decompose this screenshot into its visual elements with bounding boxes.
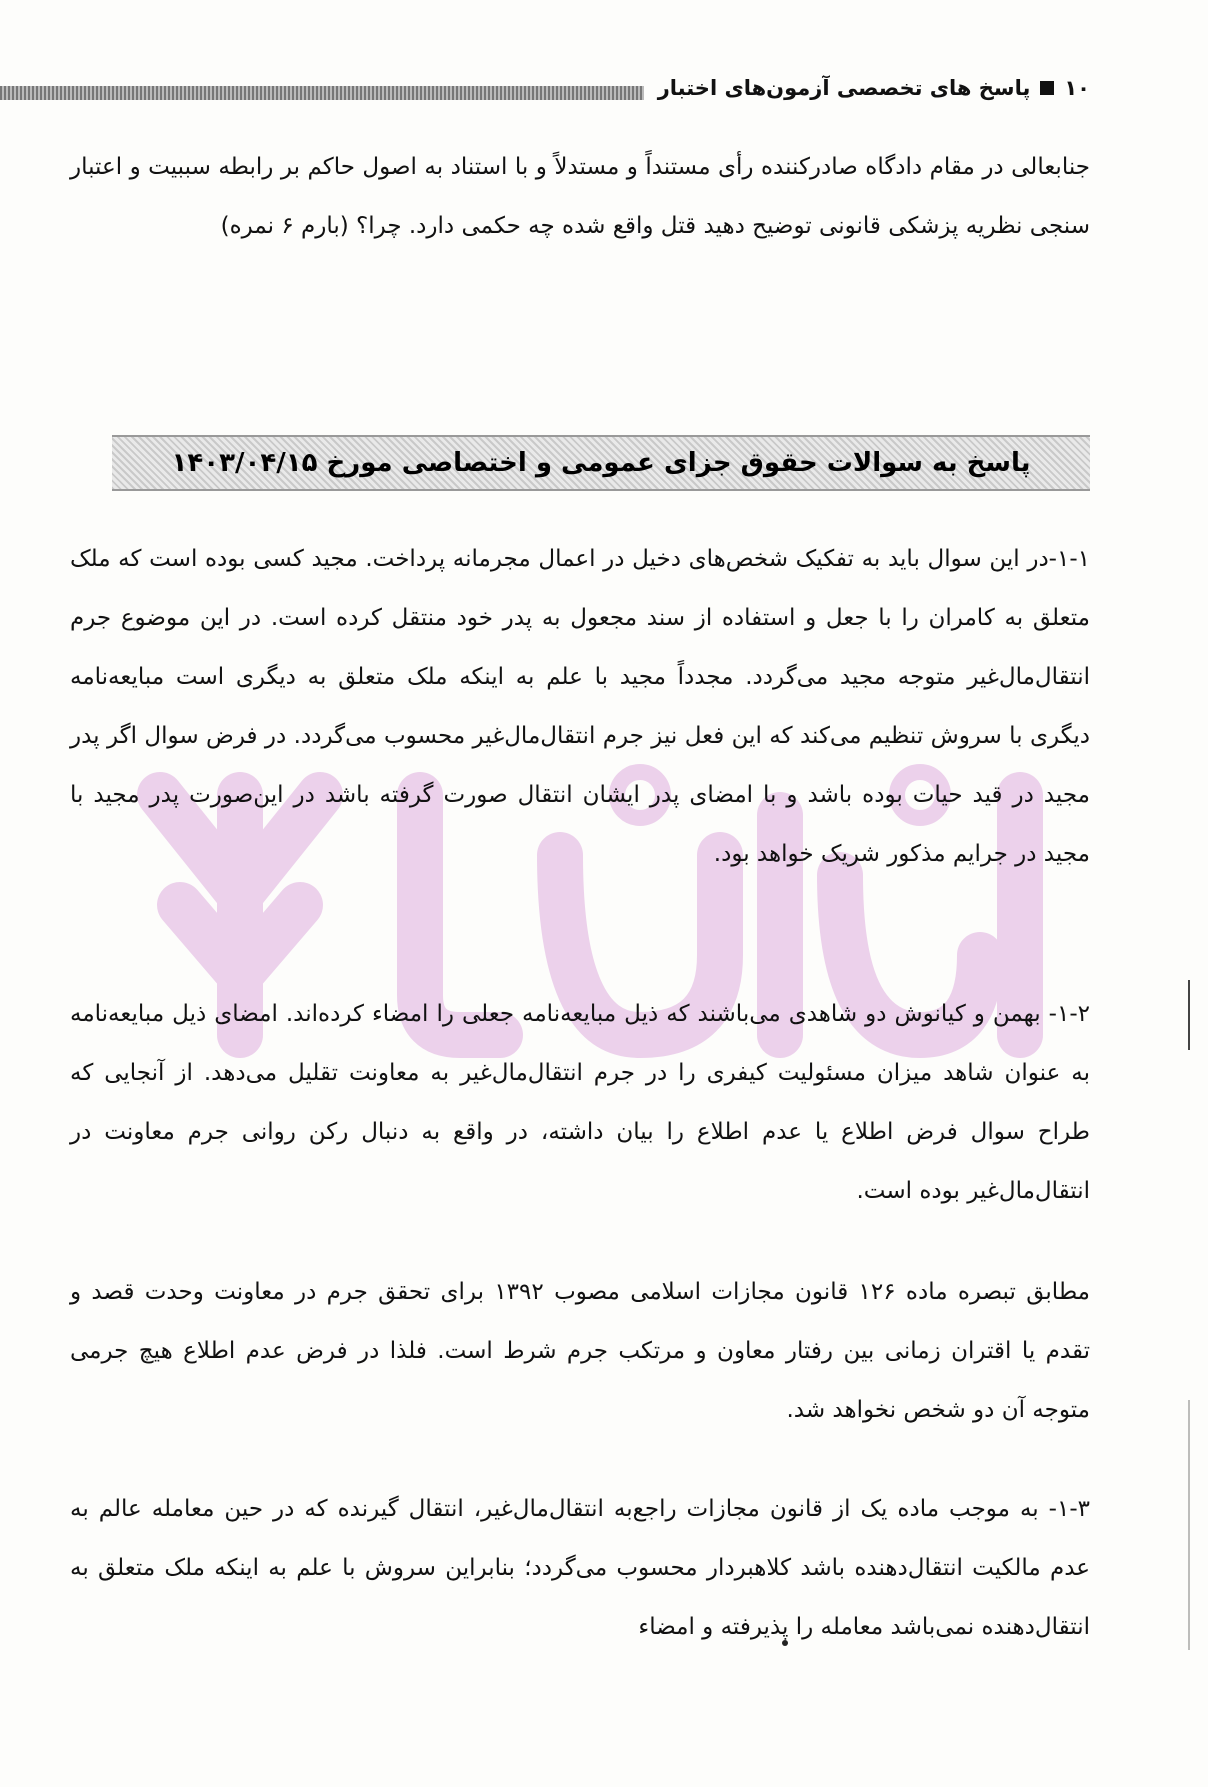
header-decorative-rule: [0, 86, 650, 100]
header-title-group: [644, 76, 1090, 100]
question-paragraph: جنابعالی در مقام دادگاه صادرکننده رأی مستنداً و مستدلاً و با استناد به اصول حاکم بر رابطه سببیت و اعتبار سنجی نظریه پزشکی قانونی توضیح دهید قتل واقع شده چه حکمی دارد. چرا؟ (بارم ۶ نمره): [70, 154, 1090, 239]
answer-paragraph: ۱-۲- بهمن و کیانوش دو شاهدی می‌باشند که ذیل مبایعه‌نامه جعلی را امضاء کرده‌اند. امضای ذیل مبایعه‌نامه به عنوان شاهد میزان مسئولیت کیفری را در جرم انتقال‌مال‌غیر به معاونت تقلیل می‌دهد. از آنجایی که طراح سوال فرض اطلاع یا عدم اطلاع را بیان داشته، در واقع به دنبال رکن روانی جرم معاونت در انتقال‌مال‌غیر بوده است.: [70, 1001, 1090, 1204]
section-heading-band: [112, 435, 1090, 491]
page-number: ۱۰: [1064, 76, 1090, 100]
square-bullet-icon: [1040, 81, 1054, 95]
header-title: پاسخ های تخصصی آزمون‌های اختبار: [657, 76, 1031, 100]
answer-paragraph: ۱-۳- به موجب ماده یک از قانون مجازات راجع‌به انتقال‌مال‌غیر، انتقال گیرنده که در حین معامله عالم به عدم مالکیت انتقال‌دهنده باشد کلاهبردار محسوب می‌گردد؛ بنابراین سروش با علم به اینکه ملک متعلق به انتقال‌دهنده نمی‌باشد معامله را پذیرفته و امضاء: [70, 1496, 1090, 1640]
scan-edge-mark: [1188, 1400, 1190, 1650]
answer-paragraph: ۱-۱-در این سوال باید به تفکیک شخص‌های دخیل در اعمال مجرمانه پرداخت. مجید کسی بوده است که ملک متعلق به کامران را با جعل و استفاده از سند مجعول به پدر خود منتقل کرده است. در این موضوع جرم انتقال‌مال‌غیر متوجه مجید می‌گردد. مجدداً مجید با علم به اینکه ملک متعلق به دیگری است مبایعه‌نامه دیگری با سروش تنظیم می‌کند که این فعل نیز جرم انتقال‌مال‌غیر محسوب می‌گردد. در فرض سوال اگر پدر مجید در قید حیات بوده باشد و با امضای پدر ایشان انتقال صورت گرفته باشد در این‌صورت پدر مجید با مجید در جرایم مذکور شریک خواهد بود.: [70, 546, 1090, 867]
answer-paragraph: مطابق تبصره ماده ۱۲۶ قانون مجازات اسلامی مصوب ۱۳۹۲ برای تحقق جرم در معاونت وحدت قصد و تقدم یا اقتران زمانی بین رفتار معاون و مرتکب جرم شرط است. فلذا در فرض عدم اطلاع هیچ جرمی متوجه آن دو شخص نخواهد شد.: [70, 1279, 1091, 1423]
scan-edge-mark: [1188, 980, 1190, 1050]
scan-dot: [782, 1640, 788, 1646]
section-heading: پاسخ به سوالات حقوق جزای عمومی و اختصاصی مورخ ۱۴۰۳/۰۴/۱۵: [171, 448, 1031, 478]
running-header: [0, 72, 1090, 116]
